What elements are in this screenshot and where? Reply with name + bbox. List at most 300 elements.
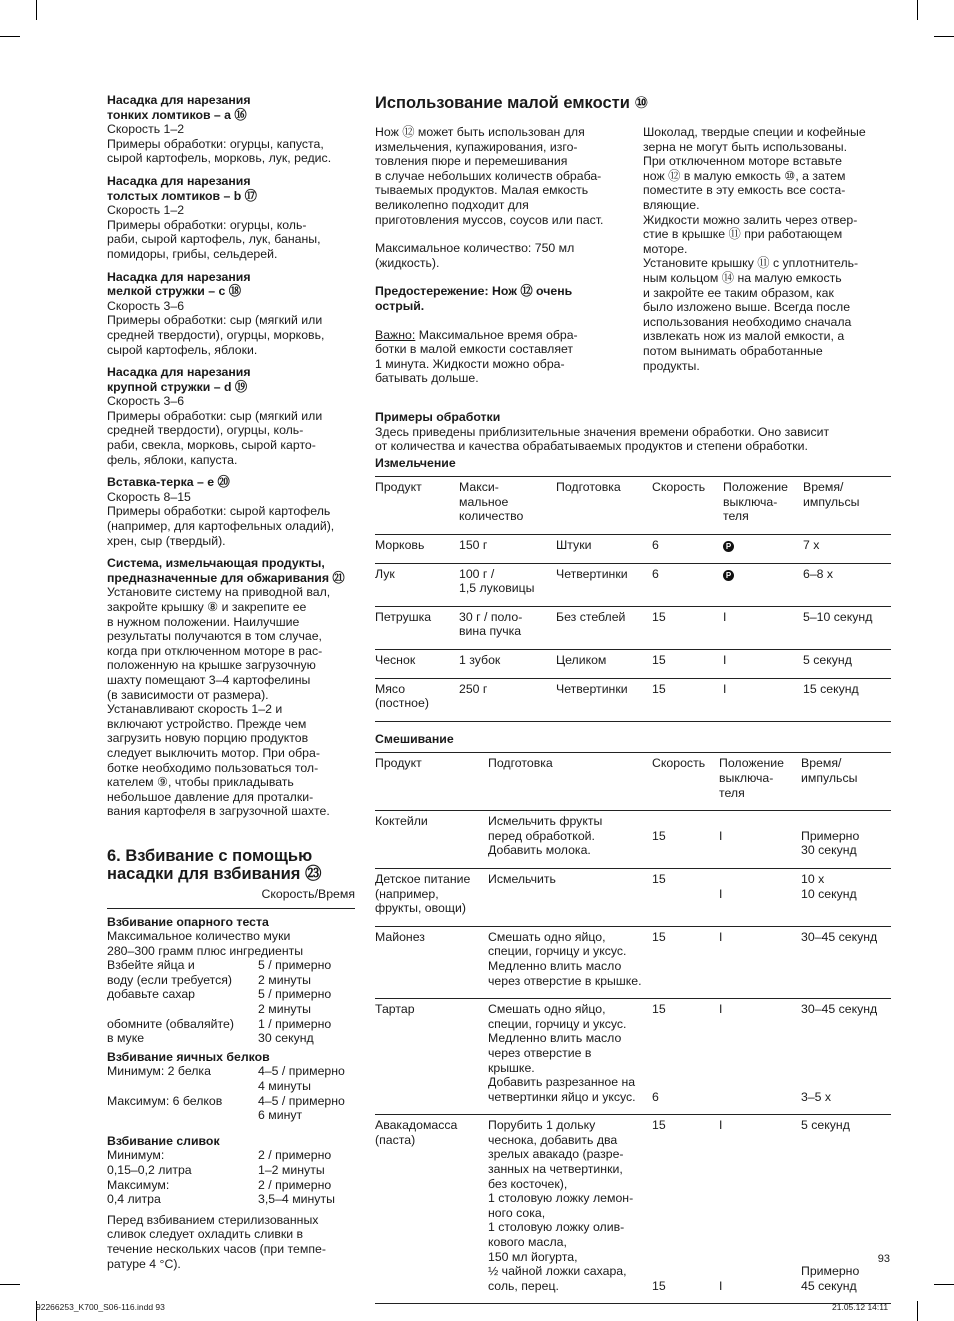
attachment-text: включают устройство. Прежде чем	[107, 716, 307, 731]
text-line: использования необходимо сначала	[643, 314, 852, 329]
table-cell	[556, 563, 652, 606]
attachment-text: положенную на крышке загрузочную	[107, 658, 316, 673]
cell-line	[801, 1046, 891, 1061]
cream-heading: Взбивание сливок	[107, 1133, 220, 1148]
table-cell	[723, 535, 803, 564]
table-cell	[652, 678, 723, 721]
attachment-text: результаты получаются в том случае,	[107, 629, 322, 644]
cell-line: мальное	[459, 494, 509, 509]
table-row	[375, 678, 891, 721]
attachment-text: Установите систему на приводной вал,	[107, 585, 331, 600]
attachment-text: раби, свекла, морковь, сырой карто-	[107, 438, 316, 453]
cell-line: Положение	[719, 756, 784, 771]
cell-line: 15	[652, 828, 666, 843]
cell-line: вина пучка	[459, 624, 522, 639]
attachment-text: Примеры обработки: огурцы, капуста,	[107, 136, 324, 151]
text-line: Шоколад, твердые специи и кофейные	[643, 125, 866, 139]
left-column	[107, 93, 355, 1271]
cell-line	[801, 1191, 891, 1206]
attachment-block	[107, 93, 355, 166]
attachment-text: раби, сырой картофель, лук, бананы,	[107, 232, 321, 247]
text-line	[375, 357, 631, 372]
cell-line: кового масла,	[488, 1235, 567, 1250]
text-line: При отключенном моторе вставьте	[643, 154, 842, 169]
attachment-text: сырой картофель, яблоки.	[107, 342, 258, 357]
table-row	[375, 926, 891, 998]
cell-line	[719, 1206, 801, 1221]
cell-line: ½ чайной ложки сахара,	[488, 1264, 627, 1279]
cell-line: Примерно	[801, 1264, 860, 1279]
cell-line: Авакадомасса	[375, 1118, 458, 1133]
attachment-title: Насадка для нарезания	[107, 269, 251, 284]
examples-text: от количества и качества обрабатываемых продуктов и степени обработки.	[375, 439, 808, 454]
text-line	[375, 328, 631, 343]
table-cell: 5 / примерно	[258, 987, 332, 1002]
table-cell: воду (если требуется)	[107, 972, 233, 987]
attachment-text: средней твердости), огурцы, коль-	[107, 423, 304, 438]
cell-line: чеснока, добавить два	[488, 1132, 618, 1147]
cell-line	[719, 1220, 801, 1235]
cell-line: выключа-	[723, 494, 778, 509]
text-line: Перед взбиванием стерилизованных	[107, 1212, 319, 1227]
cell-line: 6	[652, 538, 659, 553]
attachment-title: предназначенные для обжаривания ㉑	[107, 570, 345, 585]
cell-line: 5 секунд	[803, 653, 852, 668]
cell-line: I	[719, 886, 723, 901]
text-line: нож ⑫ в малую емкость ⑩, а затем	[643, 168, 846, 183]
cell-line: 1 зубок	[459, 653, 501, 668]
table-cell: 3,5–4 минуты	[258, 1192, 335, 1207]
cell-line	[801, 1177, 891, 1192]
table-cell	[652, 650, 723, 679]
cell-line: Скорость	[652, 756, 706, 771]
text-span: батывать дольше.	[375, 371, 479, 386]
batter-intro: Максимальное количество муки	[107, 929, 291, 944]
cell-line: 10 секунд	[801, 886, 857, 901]
cell-line: Морковь	[375, 538, 425, 553]
text-line: тываемых продуктов. Малая емкость	[375, 183, 589, 198]
paragraph	[375, 125, 631, 227]
cell-line: 1 столовую ложку олив-	[488, 1220, 625, 1235]
attachment-text: шахту помещают 3–4 картофелины	[107, 672, 311, 687]
cell-line: (например,	[375, 886, 439, 901]
attachment-text: Скорость 1–2	[107, 203, 185, 218]
table-cell	[556, 606, 652, 649]
cell-line: 5–10 секунд	[803, 609, 873, 624]
cell-line: Петрушка	[375, 609, 432, 624]
table-cell	[488, 926, 652, 998]
table-cell	[719, 1115, 801, 1304]
attachment-text: следует выключить мотор. При обра-	[107, 745, 320, 760]
attachment-text: в нужном положении. Наилучшие	[107, 614, 300, 629]
table-cell	[803, 678, 891, 721]
table-cell	[803, 650, 891, 679]
table-cell	[803, 606, 891, 649]
cell-line: количество	[459, 509, 524, 524]
table-cell: Максимум: 6 белков	[107, 1093, 223, 1108]
table-cell: добавьте сахар	[107, 987, 196, 1002]
text-line: зерна не могут быть использованы.	[643, 139, 848, 154]
table-cell	[375, 811, 488, 869]
cell-line	[652, 1061, 719, 1076]
important-label: Важно:	[375, 327, 416, 342]
cell-line: Подготовка	[488, 756, 553, 771]
cell-line: теля	[719, 785, 745, 800]
attachment-text: фель, яблоки, капуста.	[107, 452, 238, 467]
table-cell: 30 секунд	[258, 1031, 314, 1046]
pulse-icon: P	[723, 570, 734, 581]
attachment-text: помидоры, грибы, сельдерей.	[107, 246, 278, 261]
attachment-text: вания картофеля в загрузочной шахте.	[107, 804, 330, 819]
table-cell	[375, 606, 459, 649]
cream-table	[107, 1148, 355, 1206]
section-6-heading: 6. Взбивание с помощью насадки для взбивания ㉓	[107, 846, 322, 883]
cell-line: теля	[723, 509, 749, 524]
text-line: поместите в эту емкость все состa-	[643, 183, 846, 198]
cell-line: Примерно	[801, 828, 860, 843]
chop-table	[375, 476, 891, 722]
cell-line: Добавить разрезанное на	[488, 1075, 636, 1090]
cell-line: через отверстие в	[488, 1045, 592, 1060]
text-line: ным кольцом ⑭ на малую емкость	[643, 270, 842, 285]
cell-line: Смешать одно яйцо,	[488, 1002, 606, 1017]
table-cell	[488, 1115, 652, 1304]
cell-line	[652, 1031, 719, 1046]
table-cell: 4 минуты	[258, 1079, 311, 1094]
attachment-text: Скорость 3–6	[107, 394, 185, 409]
table-header-cell	[803, 477, 891, 535]
batter-table	[107, 958, 355, 1046]
attachment-block	[107, 365, 355, 467]
crop-mark	[917, 1301, 918, 1321]
table-cell	[652, 811, 719, 869]
table-cell	[719, 999, 801, 1115]
table-header-cell	[375, 753, 488, 811]
cell-line: 6	[652, 566, 659, 581]
table-cell	[459, 606, 556, 649]
table-row	[375, 868, 891, 926]
attachment-text: сырой картофель, морковь, лук, редис.	[107, 151, 332, 166]
attachment-title: Вставка-терка – e ⑳	[107, 475, 230, 490]
cell-line	[801, 1220, 891, 1235]
cell-line	[652, 1206, 719, 1221]
table-cell	[375, 1115, 488, 1304]
cell-line: 6–8 x	[803, 566, 834, 581]
cell-line	[719, 1177, 801, 1192]
pulse-icon: P	[723, 541, 734, 552]
cell-line: через отверстие в крышке.	[488, 973, 642, 988]
attachment-text: средней твердости), огурцы, морковь,	[107, 327, 325, 342]
table-cell	[375, 868, 488, 926]
paragraph	[375, 241, 631, 270]
cell-line	[652, 814, 719, 829]
cell-line: I	[719, 1118, 723, 1133]
text-line: приготовления муссов, соусов или паст.	[375, 212, 604, 227]
cell-line: 45 секунд	[801, 1278, 857, 1293]
cell-line: I	[719, 1002, 723, 1017]
cell-line: Без стеблей	[556, 609, 626, 624]
attachment-text: когда при отключенном моторе в рас-	[107, 643, 323, 658]
cell-line: 1 столовую ложку лемон-	[488, 1191, 634, 1206]
cell-line: 10 x	[801, 871, 825, 886]
cell-line	[723, 567, 803, 582]
whites-heading: Взбивание яичных белков	[107, 1049, 270, 1064]
cell-line: крышке.	[488, 1060, 535, 1075]
text-line: стие в крышке ⑪ при работающем	[643, 227, 843, 242]
right-column	[375, 93, 891, 1304]
table-cell: Минимум: 2 белка	[107, 1064, 211, 1079]
text-line: вляющие.	[643, 197, 700, 212]
text-line	[375, 342, 631, 357]
cell-line: Четвертинки	[556, 566, 628, 581]
table-cell: 1 / примерно	[258, 1016, 332, 1031]
cell-line: Исмельчить	[488, 871, 556, 886]
text-span: 1 минута. Жидкости можно обра-	[375, 356, 565, 371]
table-cell	[375, 678, 459, 721]
cell-line: импульсы	[803, 494, 860, 509]
cell-line: выключа-	[719, 771, 774, 785]
table-cell	[652, 606, 723, 649]
table-cell	[801, 811, 891, 869]
table-row	[375, 535, 891, 564]
cell-line: Продукт	[375, 480, 422, 495]
cell-line: 250 г	[459, 681, 488, 696]
text-line: острый.	[375, 298, 425, 313]
table-cell: 1–2 минуты	[258, 1163, 325, 1177]
table-cell	[652, 563, 723, 606]
table-cell: 0,15–0,2 литра	[107, 1163, 192, 1177]
text-line: ратуре 4 °C).	[107, 1256, 181, 1271]
table-cell: 5 / примерно	[258, 958, 332, 973]
cell-line: 15	[652, 871, 666, 886]
table-cell	[375, 535, 459, 564]
cell-line: Макси-	[459, 480, 499, 495]
table-cell	[556, 678, 652, 721]
table-cell: 6 минут	[258, 1108, 303, 1123]
examples-text: Здесь приведены приблизительные значения времени обработки. Оно зависит	[375, 424, 830, 439]
cell-line	[652, 1177, 719, 1192]
cell-line: I	[719, 828, 723, 843]
table-header-cell	[488, 753, 652, 811]
table-cell	[488, 868, 652, 926]
cell-line: Мясо	[375, 681, 406, 696]
cell-line	[719, 1162, 801, 1177]
cell-line: Время/	[803, 480, 844, 495]
table-cell	[459, 563, 556, 606]
text-line: Нож ⑫ может быть использован для	[375, 125, 585, 139]
cell-line: фрукты, овощи)	[375, 901, 466, 916]
attachment-text: загрузить новую порцию продуктов	[107, 731, 309, 746]
cell-line	[801, 1075, 891, 1090]
cell-line	[652, 1220, 719, 1235]
cell-line: импульсы	[801, 771, 858, 785]
cell-line: 30–45 секунд	[801, 1002, 878, 1017]
cell-line: Продукт	[375, 756, 422, 771]
table-header-cell	[375, 477, 459, 535]
footer-file: 92266253_K700_S06-116.indd 93	[36, 1302, 165, 1312]
chop-table-label: Измельчение	[375, 455, 456, 470]
mix-table-label: Смешивание	[375, 731, 454, 746]
table-cell: 2 минуты	[258, 1002, 311, 1017]
cell-line	[719, 814, 801, 829]
attachment-text: Скорость 8–15	[107, 489, 191, 504]
table-cell	[107, 1002, 258, 1017]
table-cell	[107, 1079, 258, 1094]
table-cell	[652, 868, 719, 926]
table-cell	[488, 811, 652, 869]
text-line: и закройте ее таким образом, как	[643, 285, 834, 300]
attachment-text: небольшое давление для проталки-	[107, 789, 314, 804]
table-cell	[723, 563, 803, 606]
cell-line: соль, перец.	[488, 1278, 559, 1293]
table-header-cell	[719, 753, 801, 811]
cell-line: Время/	[801, 756, 842, 771]
small-bowl-col-a	[375, 125, 631, 400]
text-line: Предостережение: Нож ⑫ очень	[375, 284, 573, 299]
small-bowl-heading: Использование малой емкости ⑩	[375, 94, 649, 112]
cell-line: без косточек),	[488, 1176, 568, 1191]
divider	[107, 908, 355, 909]
cell-line: Смешать одно яйцо,	[488, 929, 606, 944]
cell-line: специи, горчицу и уксус.	[488, 1016, 627, 1031]
table-cell: Взбейте яйца и	[107, 958, 195, 973]
attachment-text: (в зависимости от размера).	[107, 687, 269, 702]
cell-line: зрелых авакадо (разре-	[488, 1147, 624, 1162]
attachment-block	[107, 174, 355, 262]
cell-line: Добавить молока.	[488, 843, 591, 858]
cell-line: 5 секунд	[801, 1118, 850, 1133]
cell-line: Целиком	[556, 653, 607, 668]
cell-line: 15	[652, 1118, 666, 1133]
cell-line	[801, 814, 891, 829]
cell-line: Штуки	[556, 538, 592, 553]
cell-line	[652, 1235, 719, 1250]
table-cell	[375, 563, 459, 606]
cell-line	[801, 1206, 891, 1221]
cell-line	[801, 1061, 891, 1076]
cell-line: ного сока,	[488, 1205, 546, 1220]
cell-line: Коктейли	[375, 814, 428, 829]
cell-line	[801, 1017, 891, 1032]
cell-line: Чеснок	[375, 653, 416, 668]
attachment-title: Насадка для нарезания	[107, 93, 251, 107]
table-header-cell	[459, 477, 556, 535]
table-cell: 4–5 / примерно	[258, 1064, 345, 1079]
cell-line: Порубить 1 дольку	[488, 1118, 596, 1133]
cell-line	[719, 1133, 801, 1148]
table-cell	[801, 926, 891, 998]
table-cell	[801, 999, 891, 1115]
cell-line: Тартар	[375, 1002, 415, 1017]
cell-line: I	[723, 609, 727, 624]
important-note	[375, 328, 631, 386]
table-row	[375, 811, 891, 869]
cell-line: I	[723, 653, 727, 668]
text-line: потом вынимать обработанные	[643, 343, 823, 358]
attachment-text: Скорость 3–6	[107, 298, 185, 313]
cell-line: 7 x	[803, 538, 820, 553]
mix-table	[375, 752, 891, 1304]
cell-line	[652, 1075, 719, 1090]
crop-mark	[0, 1284, 20, 1285]
cell-line: 15	[652, 681, 666, 696]
small-bowl-col-b	[643, 125, 891, 400]
crop-mark	[934, 1284, 954, 1285]
attachment-text: Скорость 1–2	[107, 122, 185, 137]
batter-heading: Взбивание опарного теста	[107, 914, 269, 929]
crop-mark	[917, 0, 918, 20]
attachments-list	[107, 93, 355, 819]
text-line: течение нескольких часов (при темпе-	[107, 1241, 326, 1256]
crop-mark	[934, 36, 954, 37]
cream-note	[107, 1213, 355, 1271]
text-span: Максимальное время обра-	[415, 327, 578, 342]
cell-line: Подготовка	[556, 480, 621, 495]
table-row	[375, 650, 891, 679]
attachment-text: Примеры обработки: сыр (мягкий или	[107, 408, 323, 423]
text-line: моторе.	[643, 241, 688, 256]
table-cell	[801, 868, 891, 926]
attachment-block	[107, 270, 355, 358]
cell-line	[652, 1017, 719, 1032]
text-line: в случае небольших количеств обраба-	[375, 168, 602, 183]
cell-line	[652, 1191, 719, 1206]
text-line: извлекать нож из малой емкости, а	[643, 329, 845, 344]
cell-line	[801, 1147, 891, 1162]
table-header-cell	[723, 477, 803, 535]
attachment-text: Примеры обработки: сыр (мягкий или	[107, 313, 323, 328]
table-cell	[652, 926, 719, 998]
attachment-title: тонких ломтиков – a ⑯	[107, 107, 247, 122]
cell-line: Медленно влить масло	[488, 958, 622, 973]
table-cell: 0,4 литра	[107, 1192, 161, 1207]
speed-time-note: Скорость/Время	[261, 886, 355, 901]
attachment-text: хрен, сыр (твердый).	[107, 533, 226, 548]
warning	[375, 284, 631, 313]
cell-line	[652, 1133, 719, 1148]
table-row	[375, 999, 891, 1115]
text-span: ботки в малой емкости составляет	[375, 342, 574, 357]
text-line: было изложено выше. Всегда после	[643, 300, 851, 315]
attachment-title: Система, измельчающая продукты,	[107, 556, 325, 571]
cell-line: Медленно влить масло	[488, 1031, 622, 1046]
cell-line: Положение	[723, 480, 788, 495]
cell-line: I	[723, 681, 727, 696]
text-line: сливок следует охладить сливки в	[107, 1227, 304, 1242]
cell-line	[719, 1250, 801, 1265]
cell-line: Четвертинки	[556, 681, 628, 696]
crop-mark	[0, 36, 20, 37]
cell-line: 30 г / поло-	[459, 609, 523, 624]
cell-line: 15	[652, 1002, 666, 1017]
cell-line	[719, 1264, 801, 1279]
cell-line	[801, 1031, 891, 1046]
cell-line: Детское питание	[375, 871, 471, 886]
table-cell	[723, 650, 803, 679]
table-cell: Минимум:	[107, 1148, 165, 1163]
cell-line: 6	[652, 1089, 659, 1104]
cell-line: 15	[652, 1278, 666, 1293]
table-row	[375, 606, 891, 649]
attachment-title: Насадка для нарезания	[107, 365, 251, 380]
cell-line: перед обработкой.	[488, 828, 595, 843]
cell-line	[652, 1162, 719, 1177]
attachment-text: кателем ⑨, чтобы прикладывать	[107, 775, 294, 790]
table-cell	[459, 678, 556, 721]
table-cell: в муке	[107, 1031, 145, 1046]
attachment-block	[107, 556, 355, 819]
cell-line	[719, 1235, 801, 1250]
